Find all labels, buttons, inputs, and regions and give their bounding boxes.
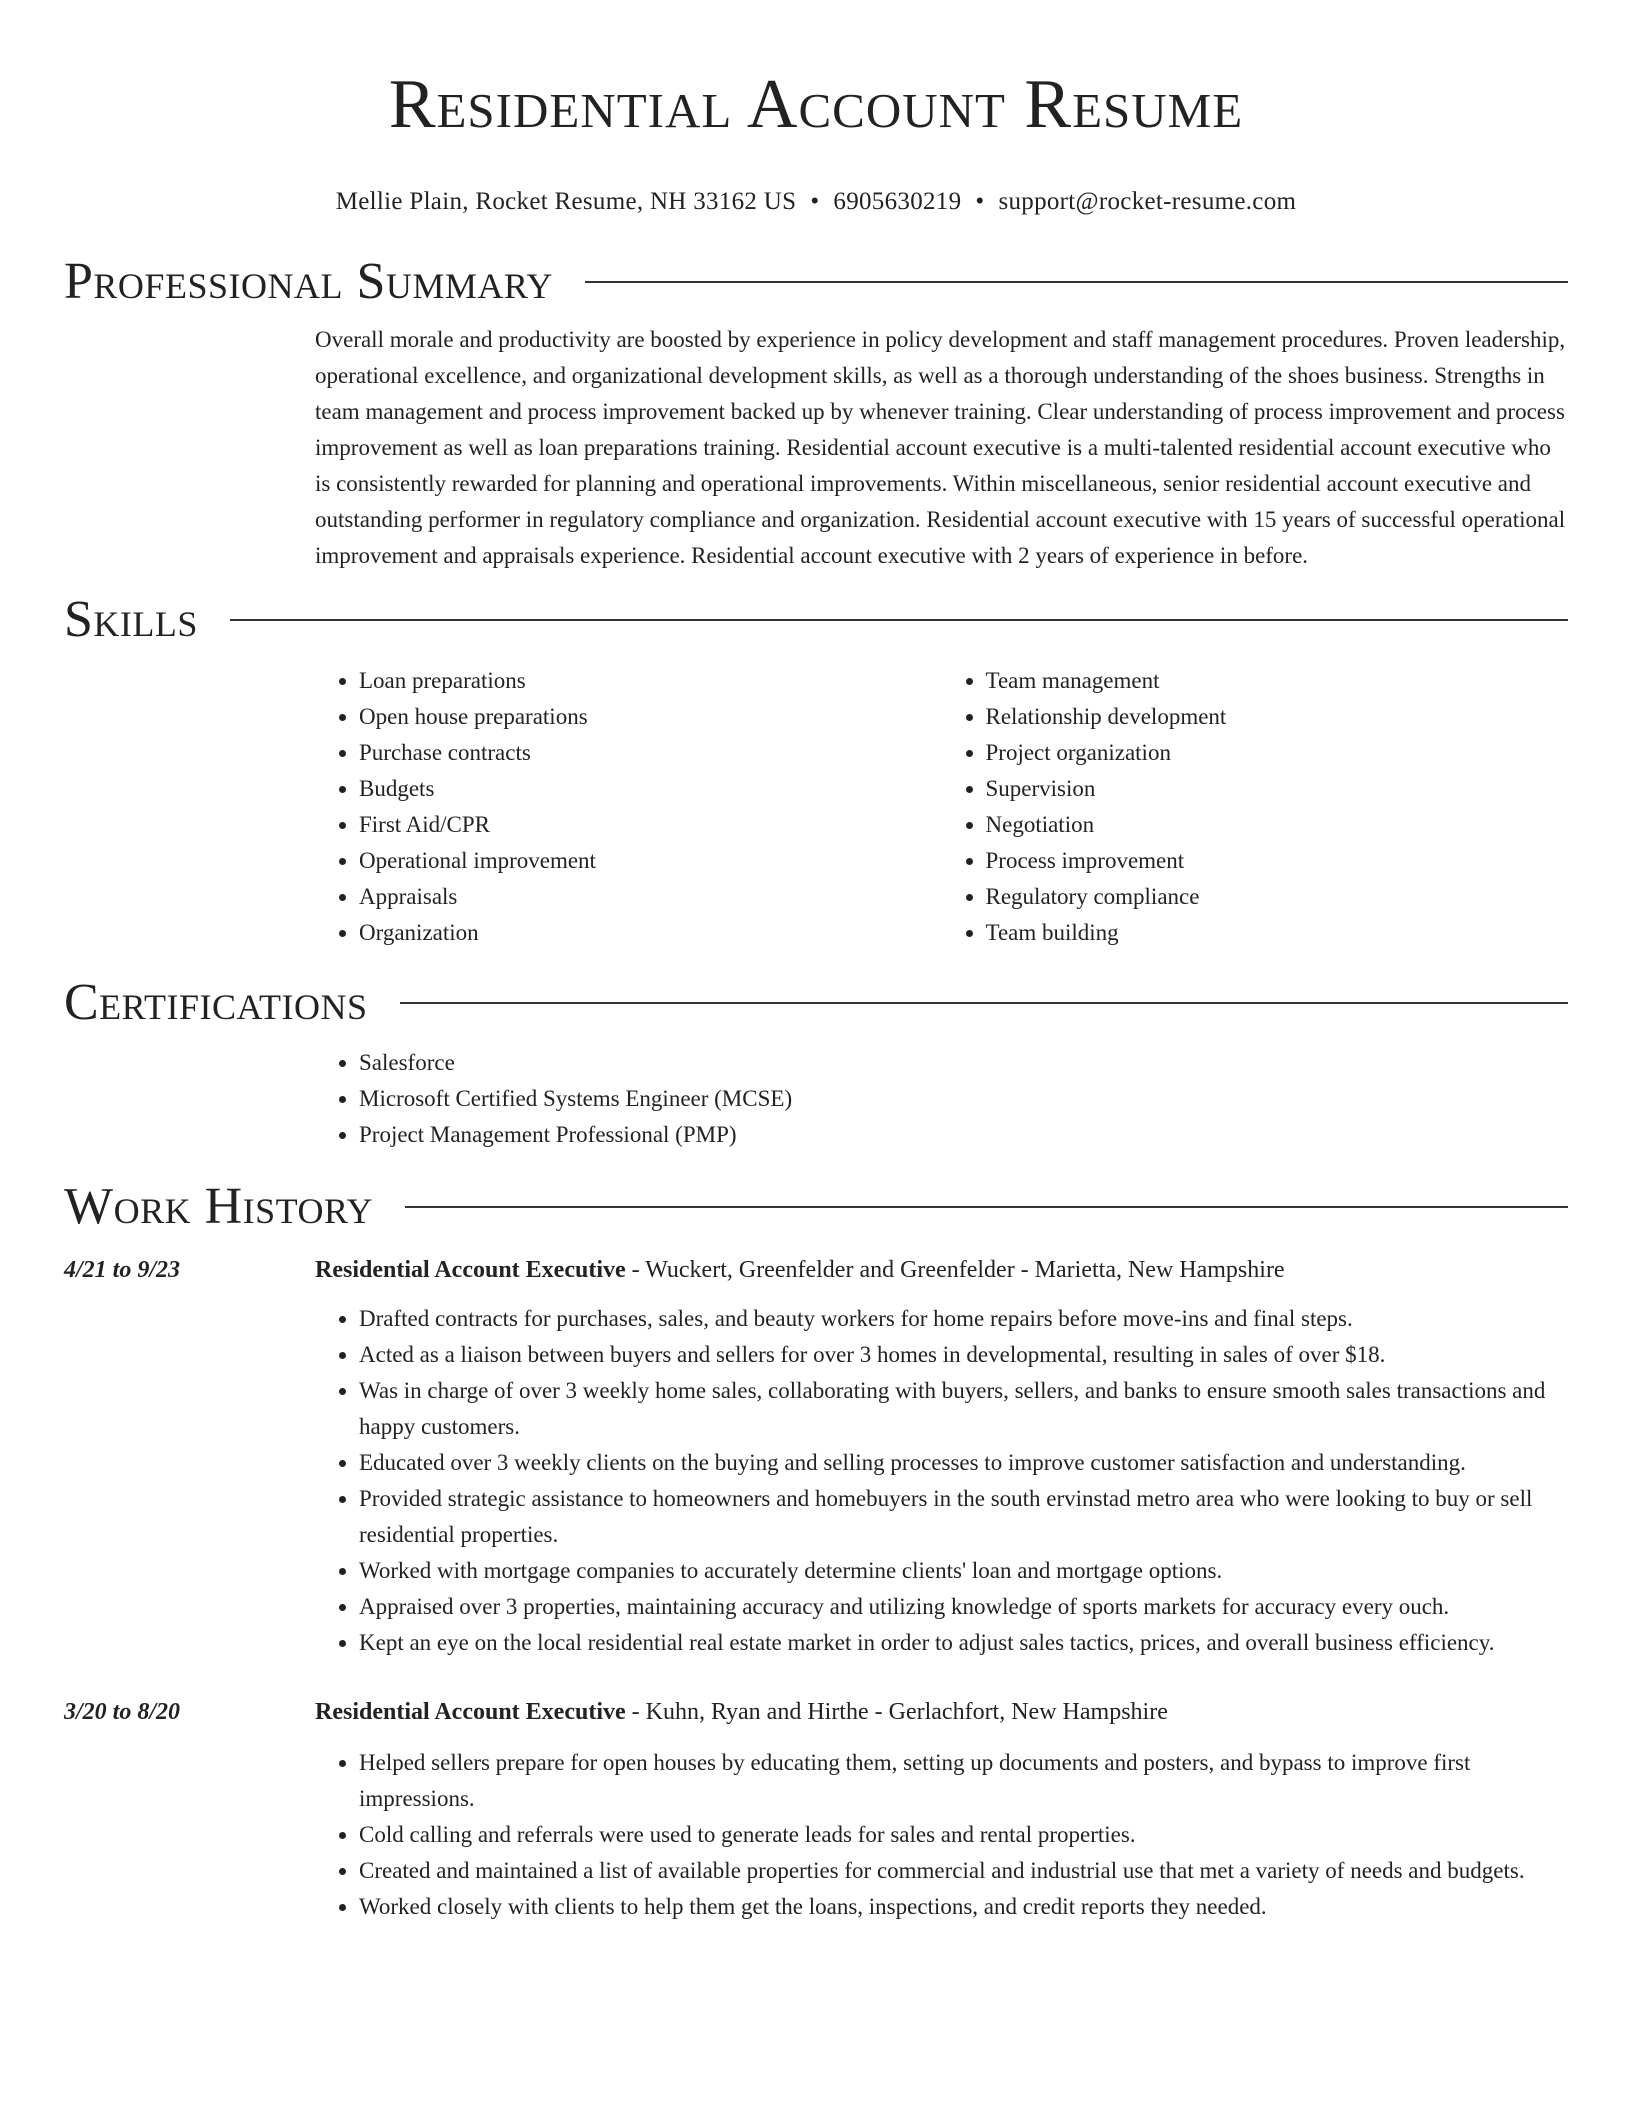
- work-section-header: [64, 1179, 1568, 1235]
- job-bullet: • Drafted contracts for purchases, sales, and beauty workers for home repairs before move-ins and final steps.: [359, 1301, 1568, 1337]
- job-bullet: • Cold calling and referrals were used to generate leads for sales and rental properties.: [359, 1817, 1568, 1853]
- job-bullet: • Educated over 3 weekly clients on the buying and selling processes to improve customer satisfaction and understanding.: [359, 1445, 1568, 1481]
- job-title: Residential Account Executive: [315, 1699, 626, 1725]
- skills-section-header: [64, 592, 1568, 648]
- job-bullet: • Worked with mortgage companies to accurately determine clients' loan and mortgage options.: [359, 1553, 1568, 1589]
- section-divider: [585, 281, 1568, 283]
- job-bullet: • Appraised over 3 properties, maintaining accuracy and utilizing knowledge of sports markets for accuracy every ouch.: [359, 1589, 1568, 1625]
- section-divider: [230, 619, 1568, 621]
- skill-item: • Organization: [359, 915, 942, 951]
- contact-line: [64, 186, 1568, 218]
- job-heading: [315, 1253, 1285, 1287]
- skill-item: • Relationship development: [986, 699, 1569, 735]
- contact-address: Mellie Plain, Rocket Resume, NH 33162 US: [335, 188, 797, 215]
- skill-item: • Appraisals: [359, 879, 942, 915]
- job-bullets: [315, 1301, 1568, 1661]
- skill-item: • Open house preparations: [359, 699, 942, 735]
- job-entry: [64, 1695, 1568, 1925]
- certification-item: • Salesforce: [359, 1045, 1568, 1081]
- certification-item: • Microsoft Certified Systems Engineer (MCSE): [359, 1081, 1568, 1117]
- skills-heading: Skills: [64, 591, 198, 648]
- skill-item: • Loan preparations: [359, 663, 942, 699]
- job-bullet: • Created and maintained a list of available properties for commercial and industrial use that met a variety of needs and budgets.: [359, 1853, 1568, 1889]
- job-dates: 3/20 to 8/20: [64, 1699, 181, 1725]
- job-bullet: • Was in charge of over 3 weekly home sales, collaborating with buyers, sellers, and banks to ensure smooth sales transactions and happy customers.: [359, 1373, 1568, 1445]
- job-header: [64, 1695, 1568, 1729]
- skill-item: • Purchase contracts: [359, 735, 942, 771]
- job-employer: - Wuckert, Greenfelder and Greenfelder - Marietta, New Hampshire: [625, 1257, 1285, 1283]
- section-divider: [400, 1002, 1568, 1004]
- skills-left-column: [315, 663, 942, 951]
- resume-title: Residential Account Resume: [388, 66, 1244, 143]
- certifications-bullets: [315, 1045, 1568, 1153]
- skill-item: • Team building: [986, 915, 1569, 951]
- job-bullet: • Worked closely with clients to help them get the loans, inspections, and credit reports they needed.: [359, 1889, 1568, 1925]
- skill-item: • Supervision: [986, 771, 1569, 807]
- job-header: [64, 1253, 1568, 1287]
- job-entry: [64, 1253, 1568, 1661]
- separator-dot: •: [975, 188, 985, 215]
- certification-item: • Project Management Professional (PMP): [359, 1117, 1568, 1153]
- work-heading: Work History: [64, 1178, 374, 1235]
- contact-phone: 6905630219: [833, 188, 962, 215]
- job-bullets: [315, 1745, 1568, 1925]
- separator-dot: •: [810, 188, 820, 215]
- skill-item: • Project organization: [986, 735, 1569, 771]
- job-bullet: • Provided strategic assistance to homeowners and homebuyers in the south ervinstad metro area who were looking to buy or sell residential properties.: [359, 1481, 1568, 1553]
- certifications-heading: Certifications: [64, 974, 368, 1031]
- job-bullet-list: [315, 1301, 1568, 1661]
- job-dates: 4/21 to 9/23: [64, 1257, 181, 1283]
- job-heading: [315, 1695, 1168, 1729]
- skill-item: • First Aid/CPR: [359, 807, 942, 843]
- skills-right-column: [942, 663, 1569, 951]
- skill-item: • Process improvement: [986, 843, 1569, 879]
- skill-item: • Budgets: [359, 771, 942, 807]
- summary-heading: Professional Summary: [64, 253, 553, 310]
- skill-item: • Team management: [986, 663, 1569, 699]
- section-divider: [405, 1206, 1568, 1208]
- job-bullet: • Kept an eye on the local residential real estate market in order to adjust sales tactics, prices, and overall business efficiency.: [359, 1625, 1568, 1661]
- skill-item: • Operational improvement: [359, 843, 942, 879]
- summary-text: Overall morale and productivity are boosted by experience in policy development and staff management procedures. Proven leadership, operational excellence, and organizational development skills, as well as a thorough understanding of the shoes business. Strengths in team management and process improvement backed up by whenever training. Clear understanding of process improvement and process improvement as well as loan preparations training. Residential account executive is a multi-talented residential account executive who is consistently rewarded for planning and operational improvements. Within miscellaneous, senior residential account executive and outstanding performer in regulatory compliance and organization. Residential account executive with 15 years of successful operational improvement and appraisals experience. Residential account executive with 2 years of experience in before.: [315, 327, 1566, 568]
- summary-section-header: [64, 254, 1568, 310]
- contact-email: support@rocket-resume.com: [998, 188, 1297, 215]
- skill-item: • Negotiation: [986, 807, 1569, 843]
- job-bullet-list: [315, 1745, 1568, 1925]
- skills-list: [315, 663, 1568, 951]
- job-employer: - Kuhn, Ryan and Hirthe - Gerlachfort, New Hampshire: [625, 1699, 1168, 1725]
- job-bullet: • Acted as a liaison between buyers and sellers for over 3 homes in developmental, resulting in sales of over $18.: [359, 1337, 1568, 1373]
- job-title: Residential Account Executive: [315, 1257, 626, 1283]
- job-bullet: • Helped sellers prepare for open houses by educating them, setting up documents and posters, and bypass to improve first impressions.: [359, 1745, 1568, 1817]
- skill-item: • Regulatory compliance: [986, 879, 1569, 915]
- certifications-section-header: [64, 975, 1568, 1031]
- certifications-list: [315, 1045, 1568, 1153]
